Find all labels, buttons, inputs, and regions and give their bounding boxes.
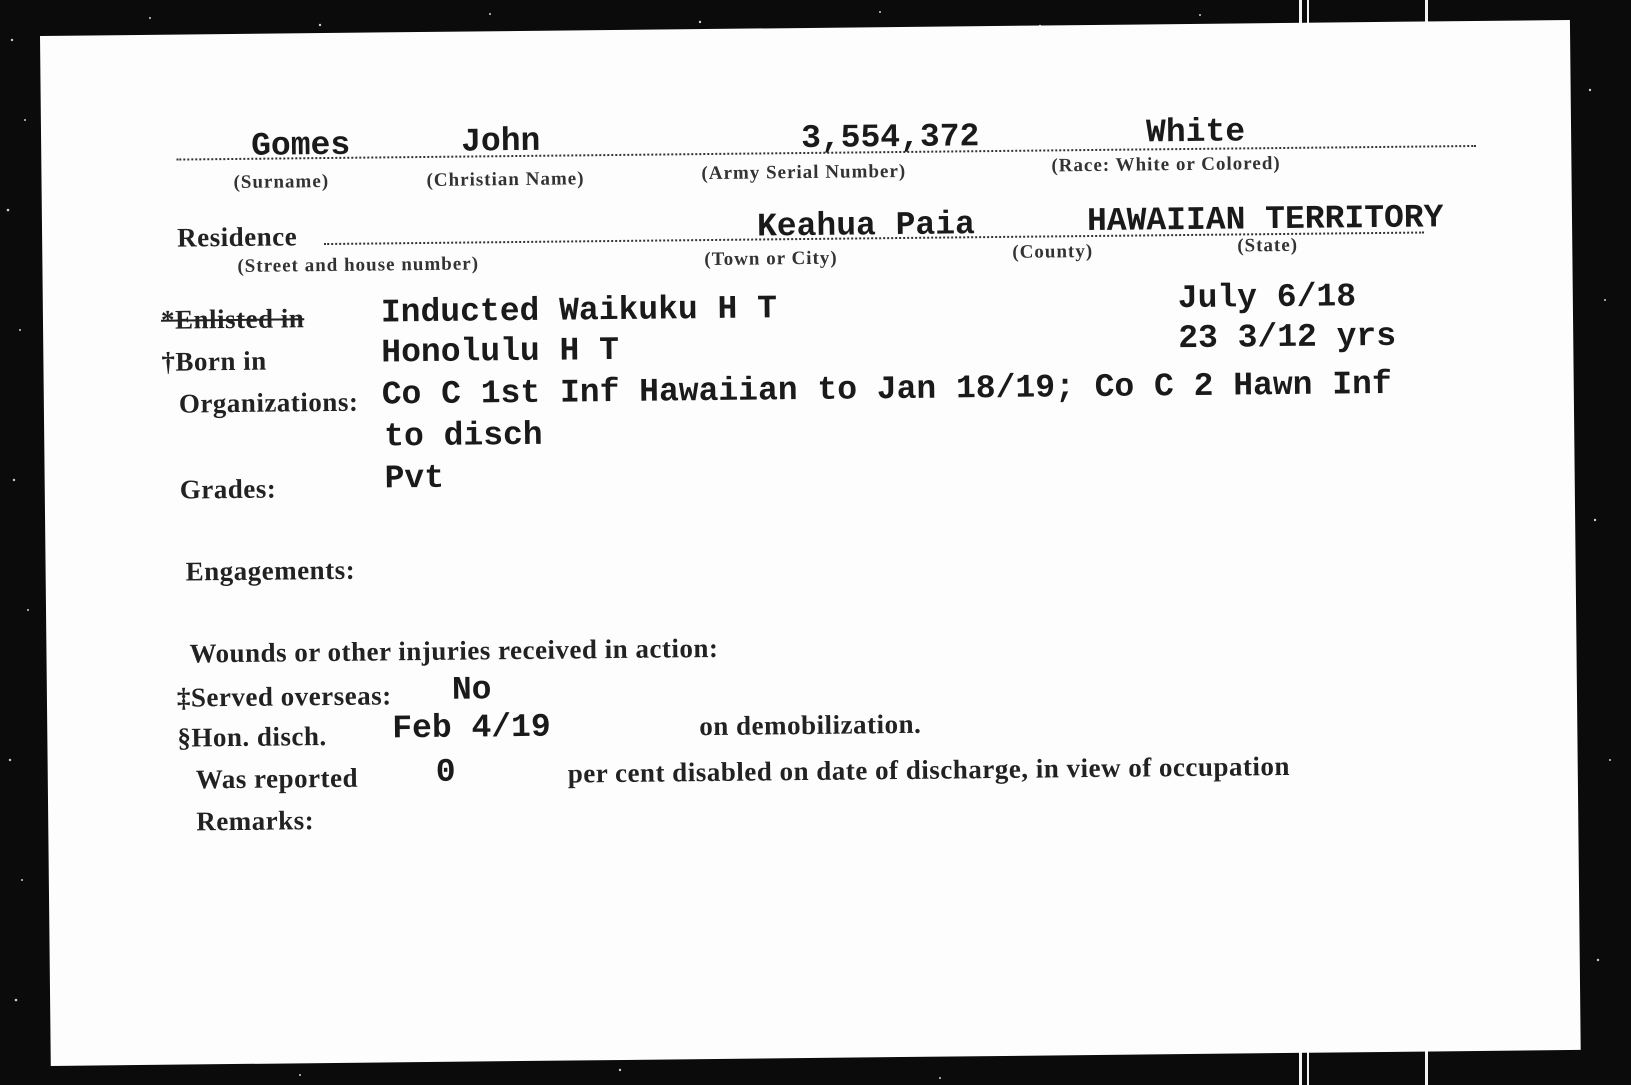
remarks-label: Remarks: <box>196 805 315 837</box>
race-caption: (Race: White or Colored) <box>1051 153 1281 177</box>
discharge-suffix: on demobilization. <box>699 708 922 742</box>
service-record-card <box>40 20 1581 1066</box>
overseas-value: No <box>451 671 492 709</box>
grades-label: Grades: <box>179 473 277 505</box>
state-caption: (State) <box>1237 234 1299 257</box>
overseas-label: ‡Served overseas: <box>176 680 392 713</box>
residence-town-value: Keahua Paia <box>756 206 976 246</box>
discharge-value: Feb 4/19 <box>392 708 551 748</box>
born-value: Honolulu H T <box>381 331 620 372</box>
surname-caption: (Surname) <box>233 170 330 193</box>
engagements-label: Engagements: <box>185 554 356 587</box>
discharge-label: §Hon. disch. <box>177 721 327 753</box>
enlisted-date: July 6/18 <box>1177 278 1357 318</box>
wounds-label: Wounds or other injuries received in action: <box>189 632 719 669</box>
street-caption: (Street and house number) <box>237 253 480 277</box>
county-caption: (County) <box>1012 240 1094 263</box>
grades-value: Pvt <box>384 459 445 498</box>
surname-value: Gomes <box>250 126 351 165</box>
organizations-line2: to disch <box>384 416 543 456</box>
enlisted-label: *Enlisted in <box>160 303 305 335</box>
organizations-label: Organizations: <box>178 386 359 419</box>
disability-label: Was reported <box>195 762 359 795</box>
born-label: †Born in <box>161 345 267 377</box>
christian-name-value: John <box>460 122 541 161</box>
disability-suffix: per cent disabled on date of discharge, in view of occupation <box>567 750 1291 789</box>
enlisted-value: Inducted Waikuku H T <box>380 290 778 332</box>
serial-number-caption: (Army Serial Number) <box>701 160 907 185</box>
christian-name-caption: (Christian Name) <box>426 168 585 191</box>
disability-value: 0 <box>435 753 456 791</box>
race-value: White <box>1145 113 1246 152</box>
residence-state-value: HAWAIIAN TERRITORY <box>1086 199 1444 241</box>
town-caption: (Town or City) <box>704 247 838 271</box>
residence-label: Residence <box>176 221 298 253</box>
organizations-line1: Co C 1st Inf Hawaiian to Jan 18/19; Co C 2 Hawn Inf <box>381 365 1392 414</box>
serial-number-value: 3,554,372 <box>800 118 980 158</box>
born-age: 23 3/12 yrs <box>1178 317 1397 358</box>
